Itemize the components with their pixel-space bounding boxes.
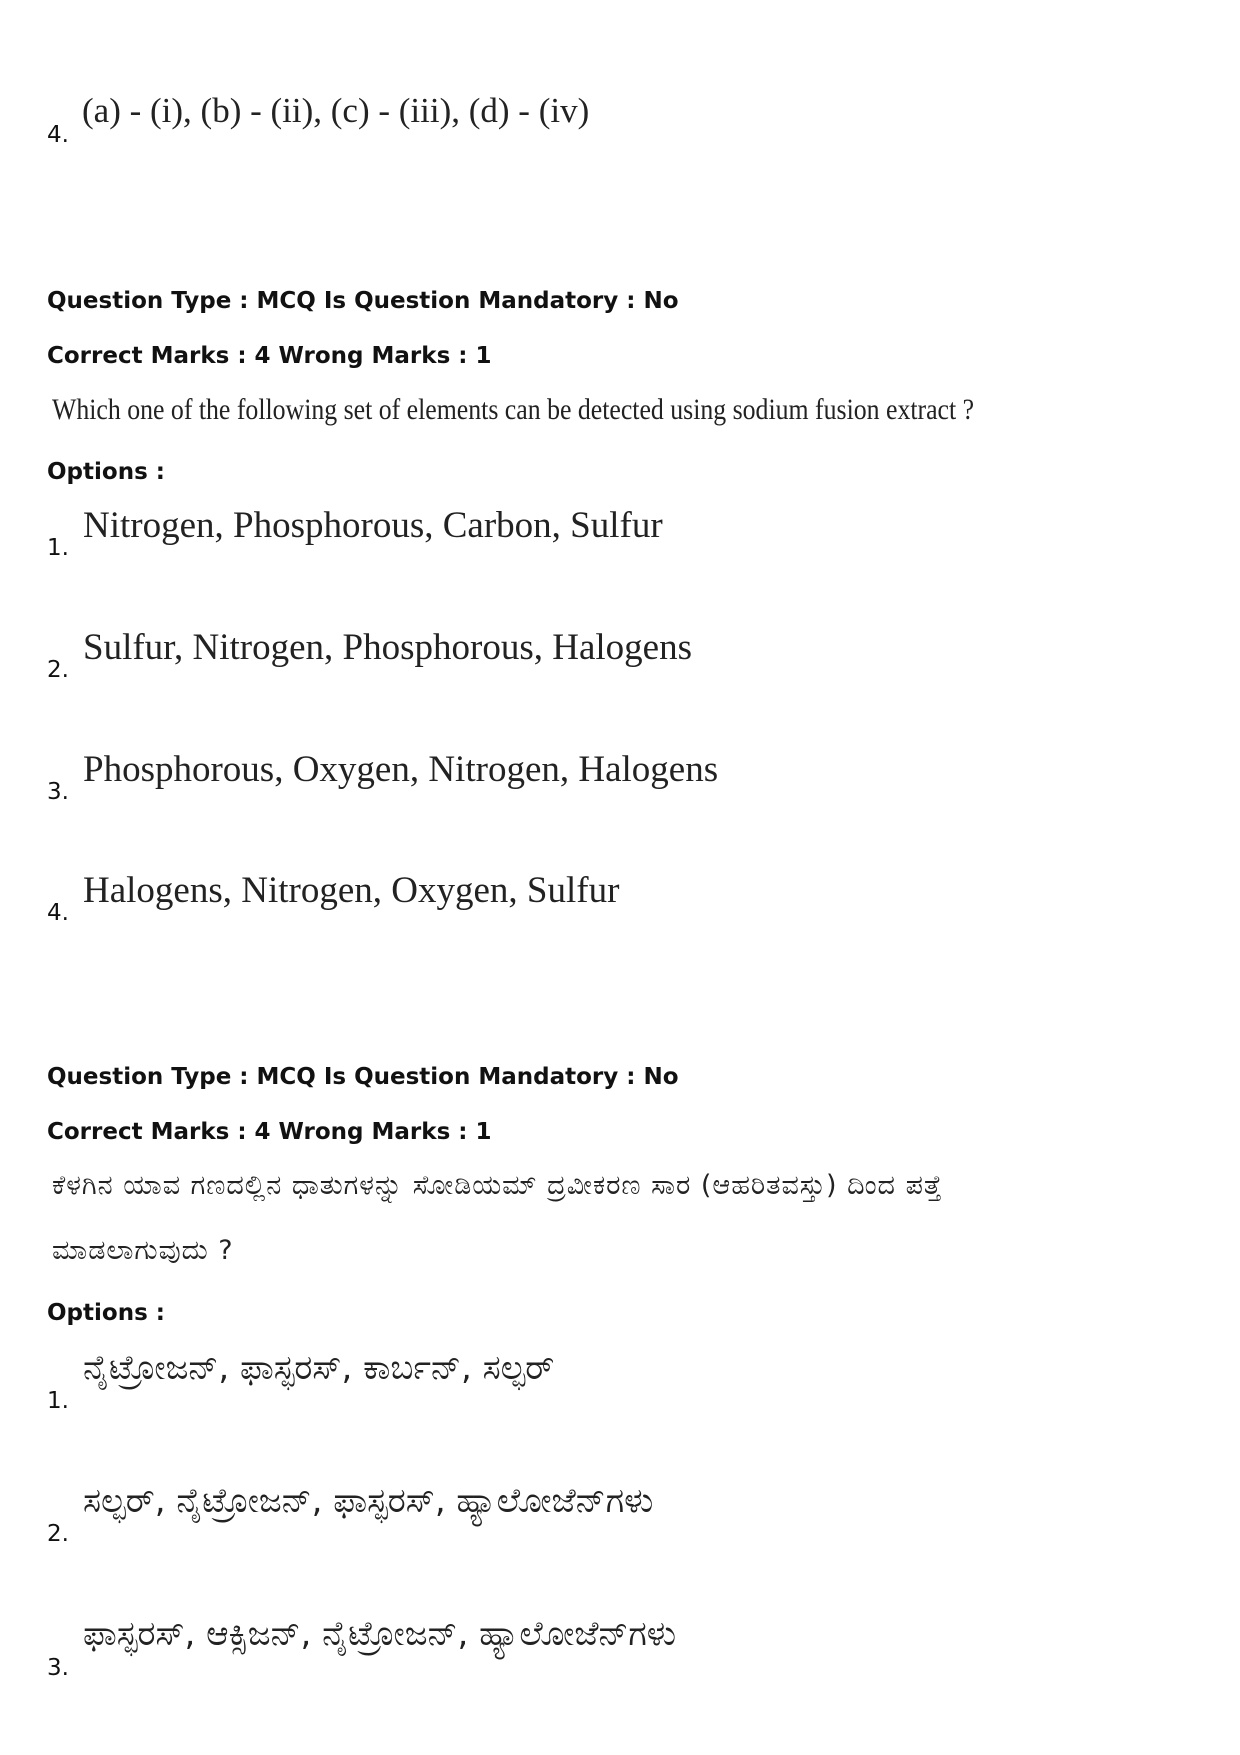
marks-line: Correct Marks : 4 Wrong Marks : 1 xyxy=(47,1119,492,1145)
question-text-line-2: ಮಾಡಲಾಗುವುದು ? xyxy=(52,1235,234,1266)
option-text: ಸಲ್ಫರ್, ನೈಟ್ರೋಜನ್, ಫಾಸ್ಫರಸ್, ಹ್ಯಾಲೋಜೆನ್‌ಗಳು xyxy=(83,1481,654,1521)
option-text: ಫಾಸ್ಫರಸ್, ಆಕ್ಸಿಜನ್, ನೈಟ್ರೋಜನ್, ಹ್ಯಾಲೋಜೆನ್‌ಗಳು xyxy=(83,1614,677,1654)
question-type-line: Question Type : MCQ Is Question Mandatory : No xyxy=(47,288,679,314)
option-number: 4. xyxy=(47,122,69,148)
question-type-line: Question Type : MCQ Is Question Mandatory : No xyxy=(47,1064,679,1090)
question-text-line-1: ಕೆಳಗಿನ ಯಾವ ಗಣದಲ್ಲಿನ ಧಾತುಗಳನ್ನು ಸೋಡಿಯಮ್ ದ್ರವೀಕರಣ ಸಾರ (ಆಹರಿತವಸ್ತು) ದಿಂದ ಪತ್ತೆ xyxy=(52,1170,943,1201)
marks-line: Correct Marks : 4 Wrong Marks : 1 xyxy=(47,343,492,369)
option-text: Sulfur, Nitrogen, Phosphorous, Halogens xyxy=(83,627,692,668)
question-text: Which one of the following set of elements can be detected using sodium fusion extract ? xyxy=(52,393,975,426)
option-number: 4. xyxy=(47,900,69,926)
option-number: 3. xyxy=(47,779,69,805)
options-label: Options : xyxy=(47,459,165,485)
option-text: Nitrogen, Phosphorous, Carbon, Sulfur xyxy=(83,505,663,546)
option-number: 3. xyxy=(47,1655,69,1681)
options-label: Options : xyxy=(47,1300,165,1326)
option-number: 2. xyxy=(47,1521,69,1547)
option-number: 2. xyxy=(47,657,69,683)
option-text: Phosphorous, Oxygen, Nitrogen, Halogens xyxy=(83,749,719,790)
option-text: (a) - (i), (b) - (ii), (c) - (iii), (d) - (iv) xyxy=(82,91,590,130)
option-text: ನೈಟ್ರೋಜನ್, ಫಾಸ್ಫರಸ್, ಕಾರ್ಬನ್, ಸಲ್ಫರ್ xyxy=(83,1348,555,1388)
option-text: Halogens, Nitrogen, Oxygen, Sulfur xyxy=(83,870,620,911)
option-number: 1. xyxy=(47,1388,69,1414)
option-number: 1. xyxy=(47,535,69,561)
